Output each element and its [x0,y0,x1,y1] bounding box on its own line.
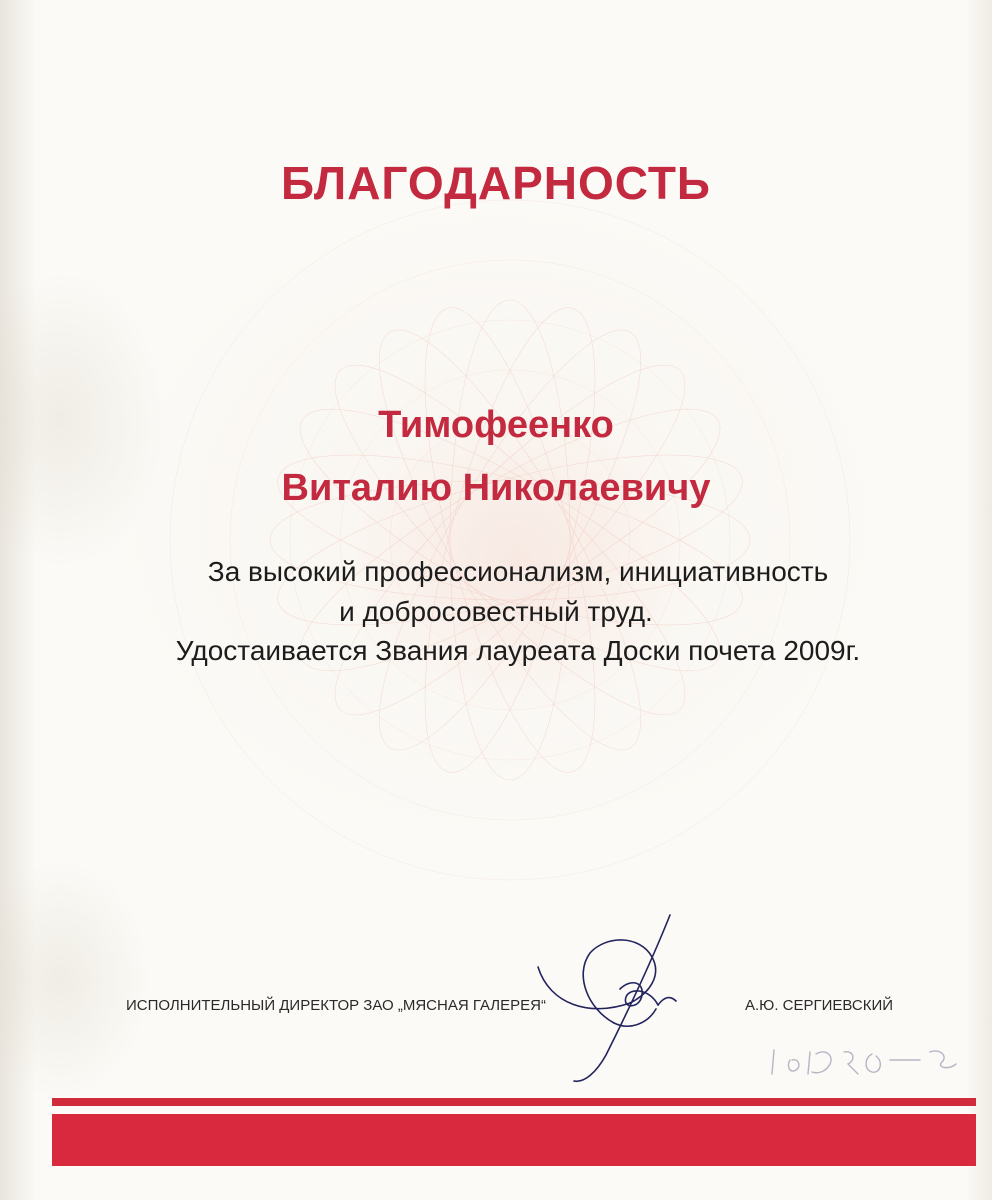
signer-title: ИСПОЛНИТЕЛЬНЫЙ ДИРЕКТОР ЗАО „МЯСНАЯ ГАЛЕРЕЯ“ [126,997,546,1014]
recipient-surname: Тимофеенко [378,404,614,446]
decorative-stripe-wide [52,1114,976,1166]
award-text-line-1: За высокий профессионализм, инициативность [207,556,829,587]
certificate-title: БЛАГОДАРНОСТЬ [281,157,711,209]
award-text-line-2: и добросовестный труд. [339,596,653,627]
signer-name: А.Ю. СЕРГИЕВСКИЙ [745,997,894,1014]
award-text-line-3: Удостаивается Звания лауреата Доски почета 2009г. [175,635,861,666]
decorative-stripe-thin [52,1098,976,1106]
handwritten-date-note [760,1030,980,1090]
handwritten-signature [530,905,690,1090]
recipient-given-names: Виталию Николаевичу [281,467,711,509]
